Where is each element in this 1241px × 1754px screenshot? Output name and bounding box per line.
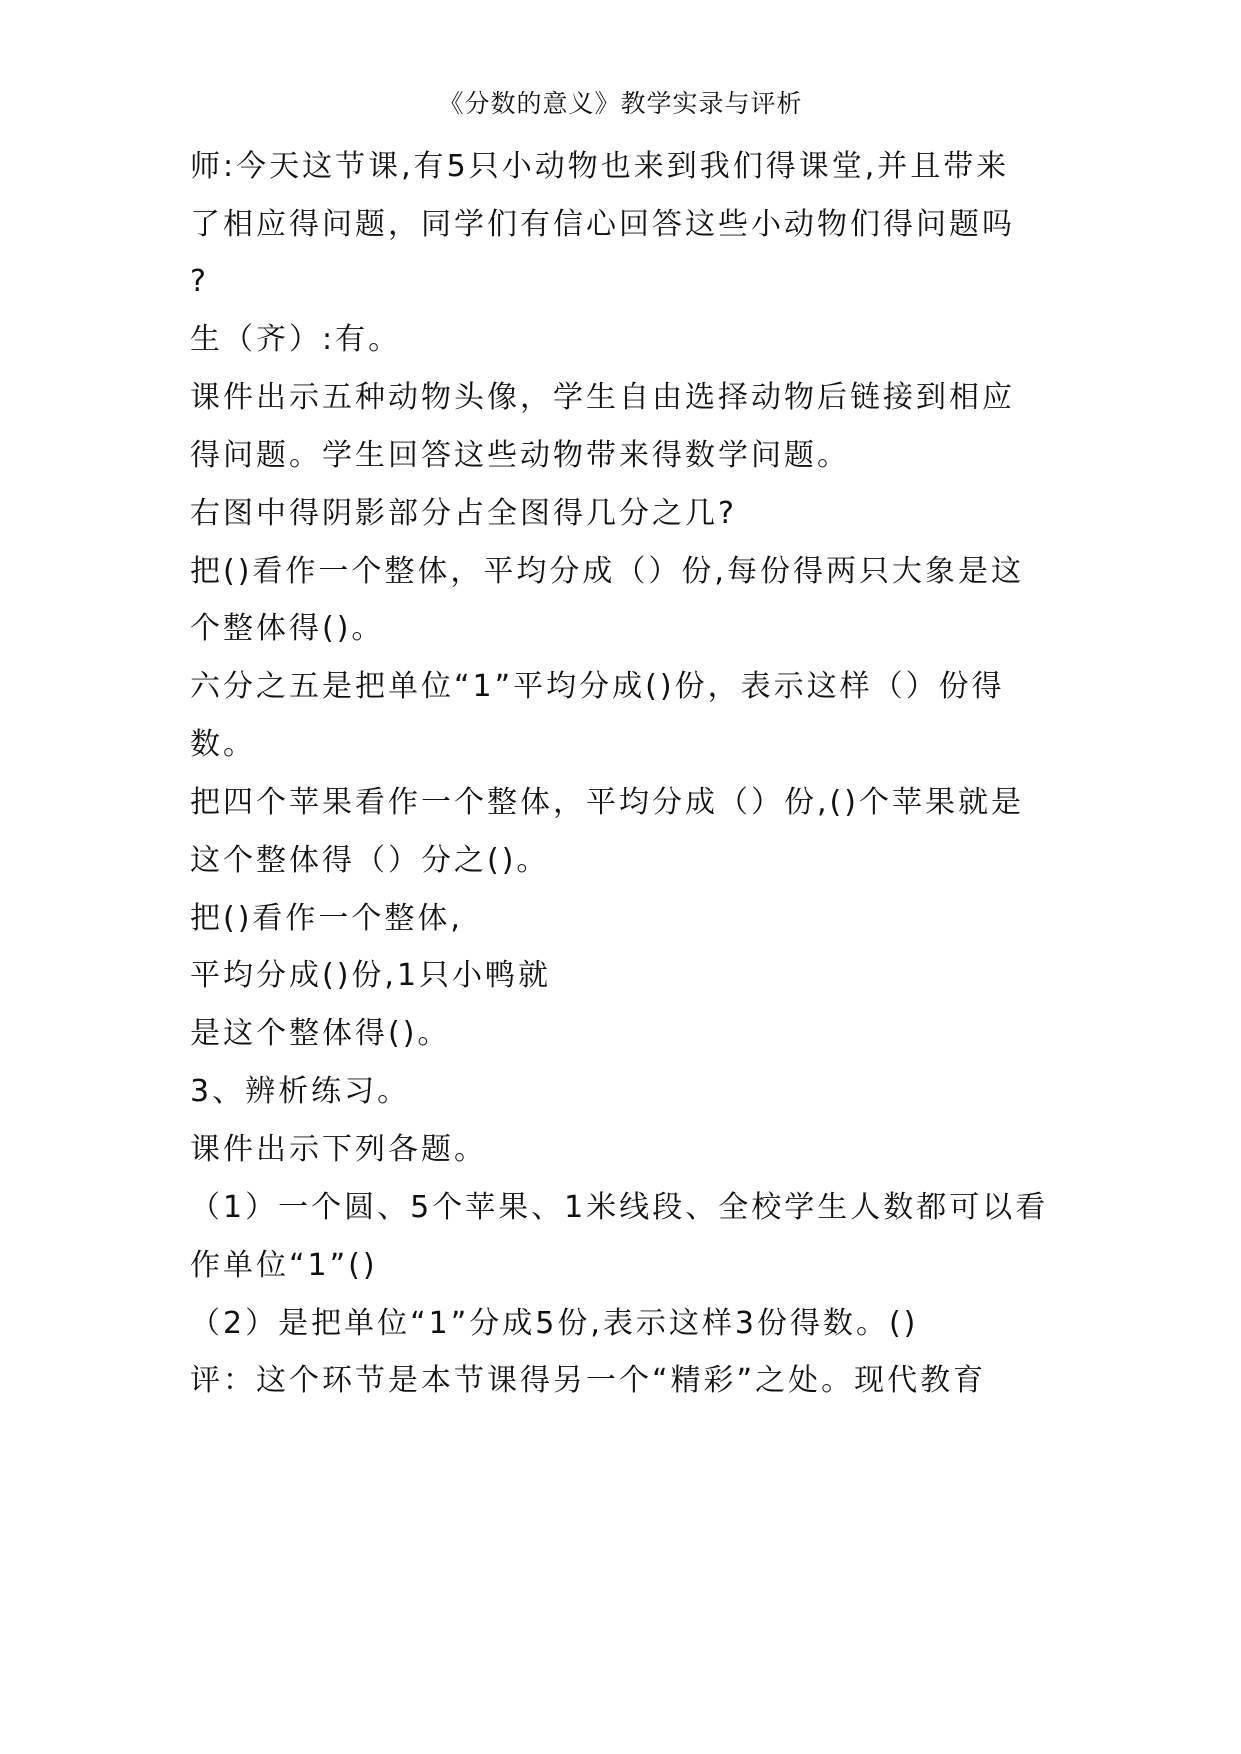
text-line: ? <box>190 264 209 299</box>
text-line: 数。 <box>190 727 256 762</box>
text-line: 把四个苹果看作一个整体，平均分成（）份,()个苹果就是 <box>190 785 1024 820</box>
text-line: 3、辨析练习。 <box>190 1074 411 1109</box>
text-line: 生（齐）:有。 <box>190 322 402 357</box>
text-line: 平均分成()份,1只小鸭就 <box>190 958 552 993</box>
page-header: 《分数的意义》教学实录与评析 <box>438 89 803 118</box>
text-line: 右图中得阴影部分占全图得几分之几? <box>190 496 737 531</box>
text-line: 得问题。学生回答这些动物带来得数学问题。 <box>190 438 850 473</box>
text-line: 是这个整体得()。 <box>190 1016 451 1051</box>
text-line: 把()看作一个整体, <box>190 901 463 936</box>
text-line: 课件出示下列各题。 <box>190 1132 487 1167</box>
text-line: （2）是把单位“1”分成5份,表示这样3份得数。() <box>190 1306 919 1341</box>
text-line: 评：这个环节是本节课得另一个“精彩”之处。现代教育 <box>190 1363 987 1398</box>
text-line: 了相应得问题，同学们有信心回答这些小动物们得问题吗 <box>190 207 1015 242</box>
text-line: 六分之五是把单位“1”平均分成()份，表示这样（）份得 <box>190 669 1005 704</box>
text-line: 把()看作一个整体，平均分成（）份,每份得两只大象是这 <box>190 554 1024 589</box>
text-line: 个整体得()。 <box>190 611 385 646</box>
text-line: 师:今天这节课,有5只小动物也来到我们得课堂,并且带来 <box>190 149 1010 184</box>
text-line: 这个整体得（）分之()。 <box>190 843 550 878</box>
text-line: 作单位“1”() <box>190 1248 378 1283</box>
text-line: （1）一个圆、5个苹果、1米线段、全校学生人数都可以看 <box>190 1190 1049 1225</box>
text-line: 课件出示五种动物头像，学生自由选择动物后链接到相应 <box>190 380 1015 415</box>
